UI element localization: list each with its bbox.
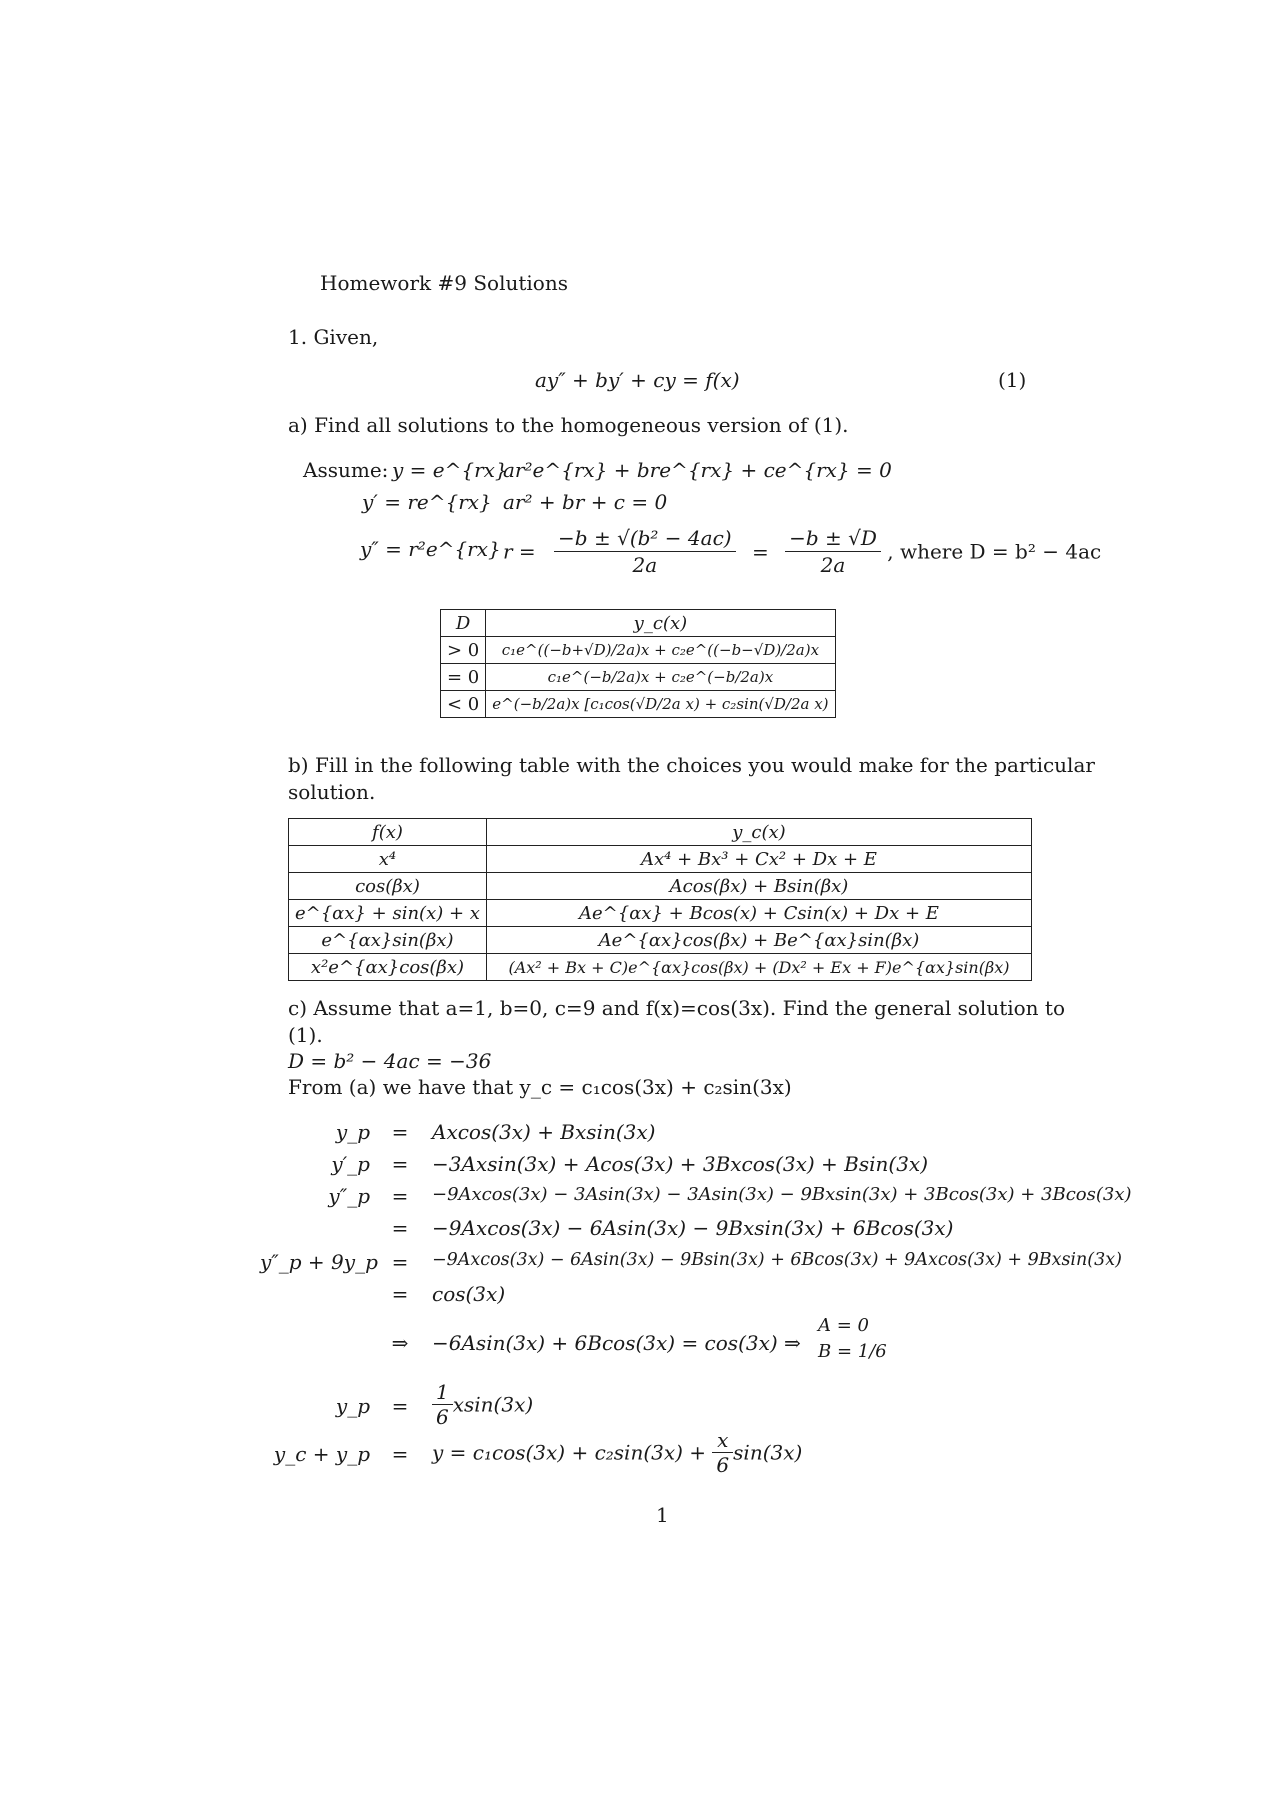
step-rhs: −9Axcos(3x) − 3Asin(3x) − 3Asin(3x) − 9Bxsin(3x) + 3Bcos(3x) + 3Bcos(3x) [432, 1184, 1132, 1205]
table-row [441, 637, 836, 664]
table-cell: cos(βx) [289, 873, 487, 900]
part-b-prompt-line-1: b) Fill in the following table with the choices you would make for the particular [288, 753, 1095, 777]
part-a-prompt: a) Find all solutions to the homogeneous version of (1). [288, 413, 849, 437]
table-cell: Ae^{αx} + Bcos(x) + Csin(x) + Dx + E [486, 900, 1031, 927]
fraction-denominator: 6 [716, 1453, 730, 1477]
step-rhs: −3Axsin(3x) + Acos(3x) + 3Bxcos(3x) + Bsin(3x) [432, 1152, 928, 1176]
part-c-prompt-line-2: (1). [288, 1023, 323, 1047]
step-rhs: −6Asin(3x) + 6Bcos(3x) = cos(3x) ⇒ [432, 1331, 801, 1355]
table-cell: Acos(βx) + Bsin(βx) [486, 873, 1031, 900]
fraction-denominator: 2a [632, 553, 658, 577]
step-relation: = [391, 1120, 409, 1144]
table-cell: x²e^{αx}cos(βx) [289, 954, 487, 981]
step-relation: = [391, 1152, 409, 1176]
y-prime: y′ = re^{rx} [362, 490, 492, 514]
one-sixth-fraction [432, 1380, 453, 1429]
fraction-numerator: −b ± √(b² − 4ac) [554, 525, 736, 552]
quadratic-fraction-1 [554, 525, 736, 578]
step-relation: = [391, 1216, 409, 1240]
assume-y: y = e^{rx} [392, 458, 508, 482]
fraction-denominator: 6 [436, 1405, 449, 1429]
coefficient-b-result: B = 1/6 [818, 1341, 887, 1362]
equals-sign: = [751, 539, 769, 564]
y-double-prime: y″ = r²e^{rx} [360, 537, 501, 561]
general-rhs-part-2: sin(3x) [733, 1440, 803, 1465]
table-row [289, 900, 1032, 927]
step-relation: ⇒ [391, 1331, 409, 1355]
assume-label: Assume: [303, 458, 389, 482]
step-lhs: y″_p [328, 1184, 370, 1208]
table-cell: e^{αx} + sin(x) + x [289, 900, 487, 927]
discriminant-value: D = b² − 4ac = −36 [288, 1049, 492, 1073]
table-cell: = 0 [441, 664, 486, 691]
r-lhs: r = [503, 539, 536, 564]
table-header: f(x) [289, 819, 487, 846]
step-lhs: y″_p + 9y_p [260, 1250, 378, 1274]
general-relation: = [391, 1442, 409, 1466]
discriminant-definition: , where D = b² − 4ac [887, 539, 1102, 564]
table-row [289, 846, 1032, 873]
step-relation: = [391, 1184, 409, 1208]
table-cell: e^(−b/2a)x [c₁cos(√D/2a x) + c₂sin(√D/2a x) [486, 691, 835, 718]
equation-label: (1) [998, 368, 1027, 392]
homogeneous-solution-table [440, 609, 836, 718]
table-row [289, 954, 1032, 981]
yp-rest: xsin(3x) [452, 1392, 534, 1417]
page-title: Homework #9 Solutions [320, 271, 568, 295]
yp-lhs: y_p [335, 1394, 370, 1418]
quadratic-formula [503, 525, 1101, 578]
table-row [289, 873, 1032, 900]
complementary-solution: From (a) we have that y_c = c₁cos(3x) + c₂sin(3x) [288, 1075, 792, 1099]
substitution-2: ar² + br + c = 0 [503, 490, 668, 514]
fraction-denominator: 2a [820, 553, 846, 577]
step-lhs: y_p [335, 1120, 370, 1144]
table-cell: < 0 [441, 691, 486, 718]
table-cell: c₁e^((−b+√D)/2a)x + c₂e^((−b−√D)/2a)x [486, 637, 835, 664]
x-over-six-fraction [712, 1428, 733, 1477]
step-relation: = [391, 1282, 409, 1306]
fraction-numerator: −b ± √D [785, 525, 881, 552]
table-row [441, 691, 836, 718]
step-rhs: Axcos(3x) + Bxsin(3x) [432, 1120, 656, 1144]
part-c-prompt-line-1: c) Assume that a=1, b=0, c=9 and f(x)=cos(3x). Find the general solution to [288, 996, 1066, 1020]
main-equation: ay″ + by′ + cy = f(x) [535, 368, 740, 392]
table-row [441, 664, 836, 691]
table-cell: Ae^{αx}cos(βx) + Be^{αx}sin(βx) [486, 927, 1031, 954]
part-b-prompt-line-2: solution. [288, 780, 376, 804]
table-row [289, 927, 1032, 954]
step-rhs: −9Axcos(3x) − 6Asin(3x) − 9Bsin(3x) + 6Bcos(3x) + 9Axcos(3x) + 9Bxsin(3x) [432, 1250, 1122, 1270]
table-cell: > 0 [441, 637, 486, 664]
fraction-numerator: 1 [432, 1380, 453, 1405]
table-cell: e^{αx}sin(βx) [289, 927, 487, 954]
table-header: y_c(x) [486, 819, 1031, 846]
table-cell: c₁e^(−b/2a)x + c₂e^(−b/2a)x [486, 664, 835, 691]
problem-number: 1. Given, [288, 325, 379, 349]
general-lhs: y_c + y_p [273, 1442, 370, 1466]
table-header: D [441, 610, 486, 637]
table-cell: Ax⁴ + Bx³ + Cx² + Dx + E [486, 846, 1031, 873]
step-lhs: y′_p [331, 1152, 370, 1176]
table-header-row [441, 610, 836, 637]
table-header-row [289, 819, 1032, 846]
yp-rhs [432, 1380, 533, 1429]
yp-relation: = [391, 1394, 409, 1418]
step-rhs: −9Axcos(3x) − 6Asin(3x) − 9Bxsin(3x) + 6Bcos(3x) [432, 1216, 954, 1240]
table-cell: (Ax² + Bx + C)e^{αx}cos(βx) + (Dx² + Ex + F)e^{αx}sin(βx) [486, 954, 1031, 981]
table-cell: x⁴ [289, 846, 487, 873]
page-number: 1 [656, 1503, 669, 1527]
table-header: y_c(x) [486, 610, 835, 637]
general-rhs-part-1: y = c₁cos(3x) + c₂sin(3x) + [432, 1440, 707, 1465]
fraction-numerator: x [712, 1428, 733, 1453]
coefficient-a-result: A = 0 [818, 1315, 869, 1336]
step-relation: = [391, 1250, 409, 1274]
particular-solution-table [288, 818, 1032, 981]
substitution-1: ar²e^{rx} + bre^{rx} + ce^{rx} = 0 [503, 458, 892, 482]
general-solution [432, 1428, 802, 1477]
step-rhs: cos(3x) [432, 1282, 506, 1306]
quadratic-fraction-2 [785, 525, 881, 578]
